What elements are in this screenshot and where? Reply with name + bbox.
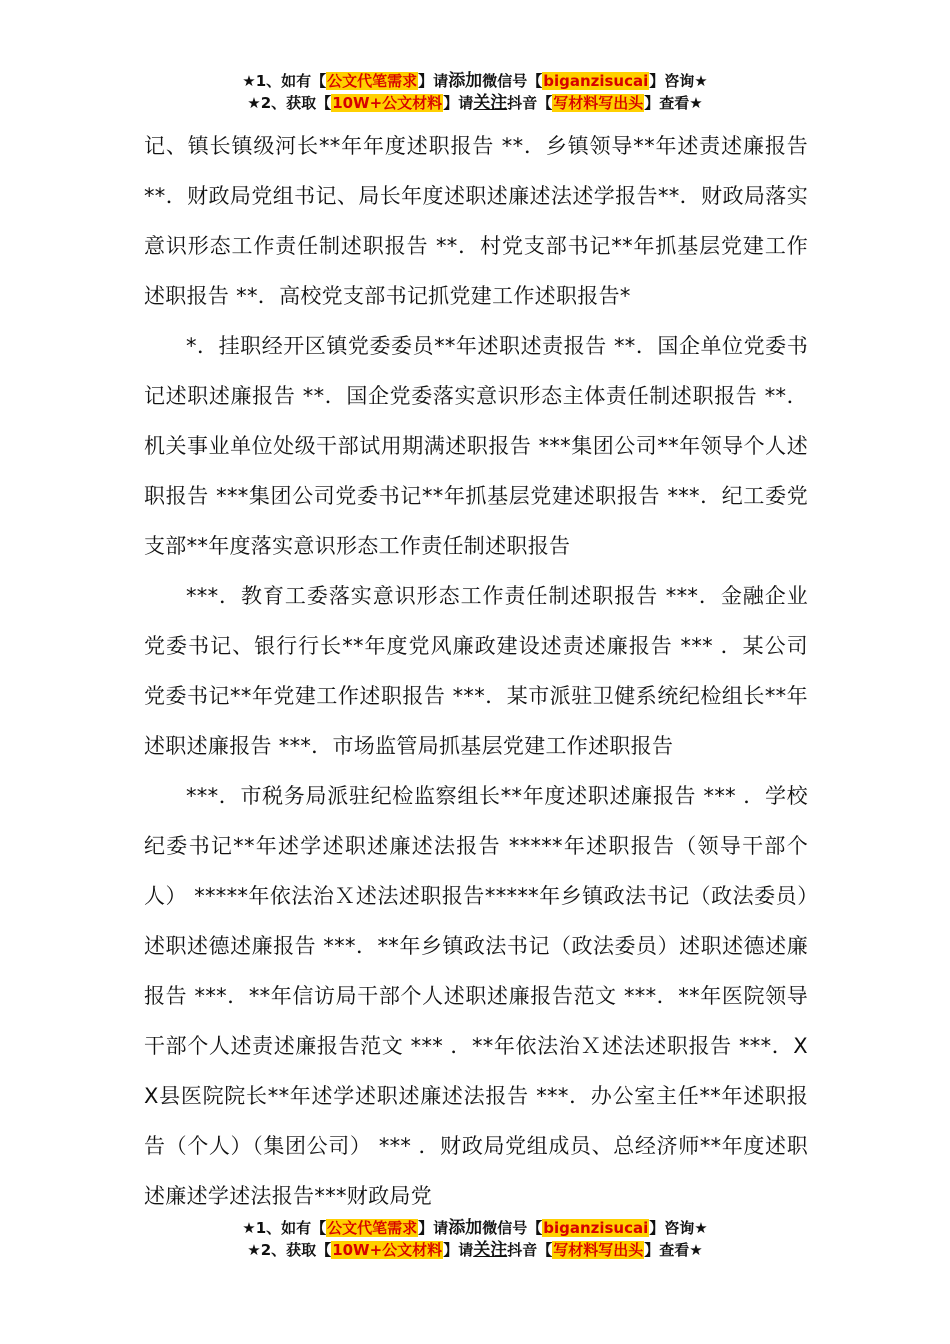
promo-line-2 <box>0 1239 950 1261</box>
promo-text: ★2、获取【 <box>247 94 332 112</box>
promo-text: 】查看★ <box>644 94 703 112</box>
top-promo-banner <box>0 70 950 114</box>
promo-emphasis: 关注 <box>473 93 508 113</box>
promo-text: ★1、如有【 <box>242 72 327 90</box>
promo-text: 微信号【 <box>482 1219 543 1237</box>
promo-text: 】咨询★ <box>649 1219 708 1237</box>
promo-text: ★2、获取【 <box>247 1241 332 1259</box>
promo-text: 】请 <box>418 72 449 90</box>
promo-line-2 <box>0 92 950 114</box>
promo-text: 】咨询★ <box>649 72 708 90</box>
paragraph: *．挂职经开区镇党委委员**年述职述责报告 **．国企单位党委书记述职述廉报告 **．国企党委落实意识形态主体责任制述职报告 **．机关事业单位处级干部试用期满述职报告 ***集团公司**年领导个人述职报告 ***集团公司党委书记**年抓基层党建述职报告 ***．纪工委党支部**年度落实意识形态工作责任制述职报告 <box>144 334 808 558</box>
promo-text: 】请 <box>443 94 474 112</box>
paragraph: 记、镇长镇级河长**年年度述职报告 **．乡镇领导**年述责述廉报告 **．财政局党组书记、局长年度述职述廉述法述学报告**．财政局落实意识形态工作责任制述职报告 **．村党支部书记**年抓基层党建工作述职报告 **．高校党支部书记抓党建工作述职报告* <box>144 134 808 308</box>
document-body <box>144 121 808 1221</box>
wechat-id-highlight: biganzisucai <box>543 72 649 90</box>
paragraph: ***．市税务局派驻纪检监察组长**年度述职述廉报告 *** ．学校纪委书记**年述学述职述廉述法报告 *****年述职报告（领导干部个人） *****年依法治Ｘ述法述职报告*****年乡镇政法书记（政法委员）述职述德述廉报告 ***．**年乡镇政法书记（政法委员）述职述德述廉报告 ***．**年信访局干部个人述职述廉报告范文 ***．**年医院领导干部个人述责述廉报告范文 *** ．**年依法治Ｘ述法述职报告 ***．XX县医院院长**年述学述职述廉述法报告 ***．办公室主任**年述职报告（个人）（集团公司） *** ．财政局党组成员、总经济师**年度述职述廉述学述法报告***财政局党 <box>144 784 808 1208</box>
promo-emphasis: 添加 <box>448 71 483 91</box>
promo-emphasis: 关注 <box>473 1240 508 1260</box>
paragraph: ***．教育工委落实意识形态工作责任制述职报告 ***．金融企业党委书记、银行行长**年度党风廉政建设述责述廉报告 *** ．某公司党委书记**年党建工作述职报告 ***．某市派驻卫健系统纪检组长**年述职述廉报告 ***．市场监管局抓基层党建工作述职报告 <box>144 584 808 758</box>
promo-highlight: 10W+公文材料 <box>332 1241 443 1259</box>
promo-emphasis: 添加 <box>448 1218 483 1238</box>
promo-text: 】请 <box>443 1241 474 1259</box>
promo-text: 抖音【 <box>507 1241 553 1259</box>
wechat-id-highlight: biganzisucai <box>543 1219 649 1237</box>
promo-text: ★1、如有【 <box>242 1219 327 1237</box>
promo-line-1 <box>0 70 950 92</box>
bottom-promo-banner <box>0 1217 950 1261</box>
promo-highlight: 公文代笔需求 <box>327 1219 418 1237</box>
promo-text: 】请 <box>418 1219 449 1237</box>
promo-text: 抖音【 <box>507 94 553 112</box>
promo-text: 】查看★ <box>644 1241 703 1259</box>
douyin-id-highlight: 写材料写出头 <box>553 94 644 112</box>
douyin-id-highlight: 写材料写出头 <box>553 1241 644 1259</box>
promo-highlight: 10W+公文材料 <box>332 94 443 112</box>
promo-line-1 <box>0 1217 950 1239</box>
promo-highlight: 公文代笔需求 <box>327 72 418 90</box>
promo-text: 微信号【 <box>482 72 543 90</box>
